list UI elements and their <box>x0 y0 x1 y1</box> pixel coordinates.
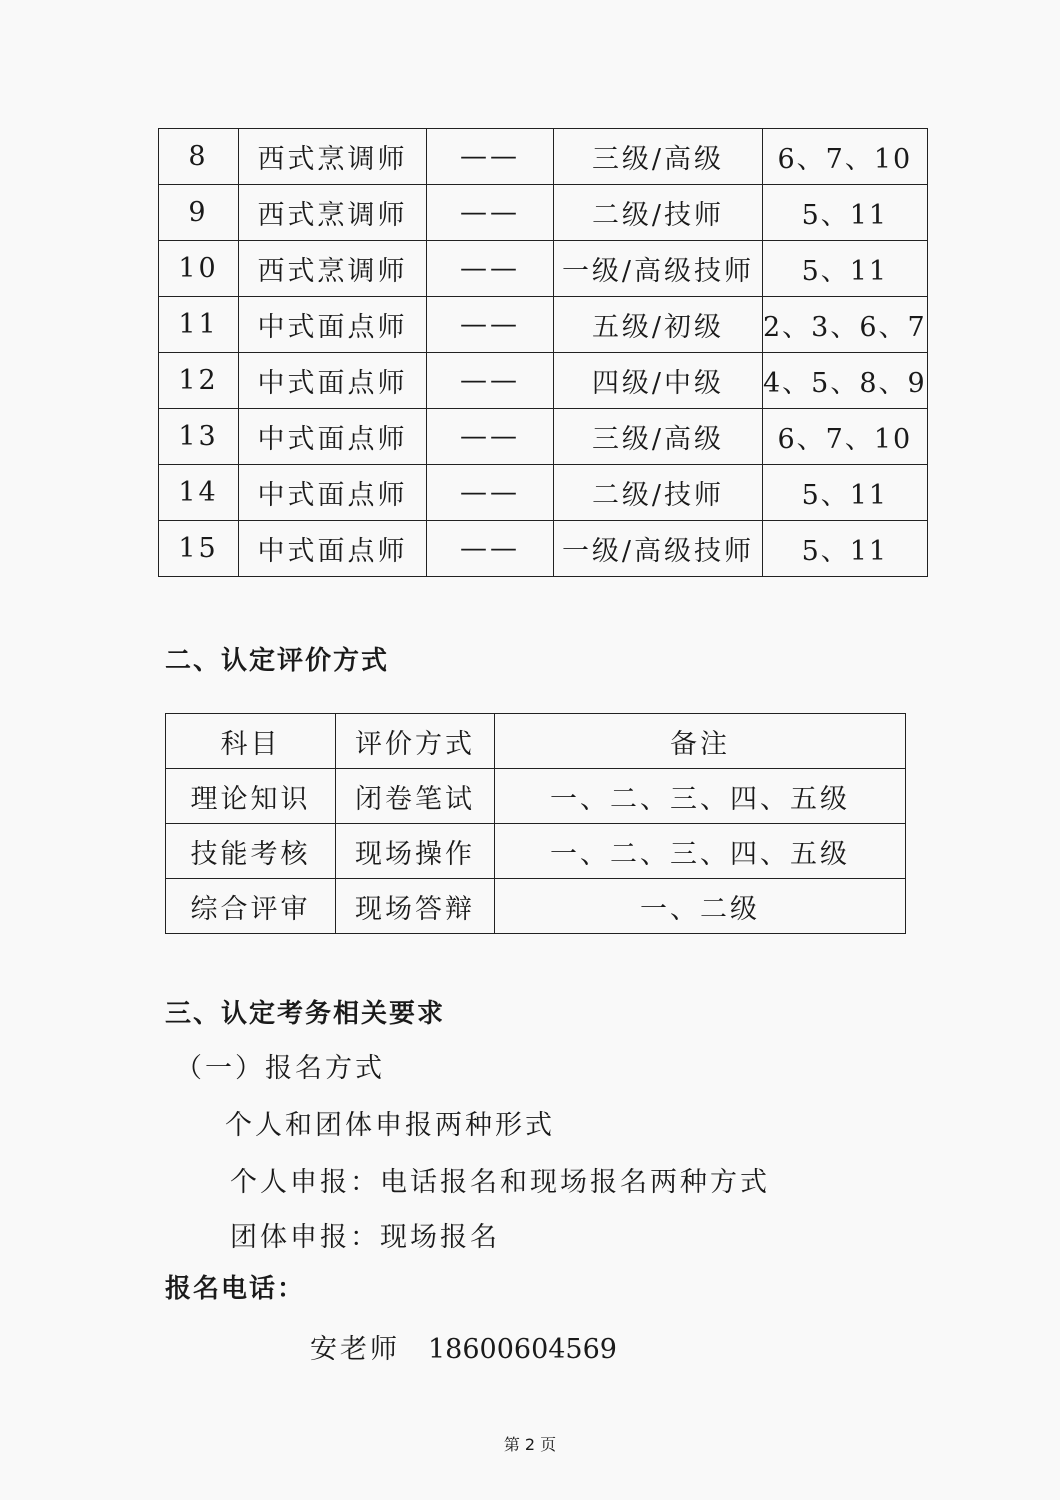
contact-phone: 18600604569 <box>428 1334 617 1365</box>
row-number: 8 <box>159 129 239 185</box>
evaluation-method-table <box>165 713 906 934</box>
table-row <box>166 879 906 934</box>
refs-cell: 5、11 <box>763 521 928 577</box>
subject-cell: 理论知识 <box>166 769 336 824</box>
occupation-name: 西式烹调师 <box>239 129 427 185</box>
dash-cell: —— <box>427 353 554 409</box>
individual-registration-line: 个人申报：电话报名和现场报名两种方式 <box>230 1167 770 1198</box>
table-row <box>159 521 928 577</box>
contact-line <box>310 1327 617 1366</box>
refs-cell: 6、7、10 <box>763 129 928 185</box>
note-cell: 一、二、三、四、五级 <box>495 769 906 824</box>
refs-cell: 5、11 <box>763 185 928 241</box>
table-row <box>159 129 928 185</box>
occupation-name: 中式面点师 <box>239 409 427 465</box>
table-row <box>159 409 928 465</box>
table-header-row <box>166 714 906 769</box>
occupation-name: 中式面点师 <box>239 297 427 353</box>
method-cell: 现场操作 <box>336 824 495 879</box>
occupation-name: 中式面点师 <box>239 465 427 521</box>
level-cell: 三级/高级 <box>554 409 763 465</box>
table-row <box>159 297 928 353</box>
method-cell: 闭卷笔试 <box>336 769 495 824</box>
level-cell: 二级/技师 <box>554 185 763 241</box>
evaluation-method-table-body <box>166 714 906 934</box>
level-cell: 一级/高级技师 <box>554 241 763 297</box>
header-method: 评价方式 <box>336 714 495 769</box>
row-number: 9 <box>159 185 239 241</box>
subject-cell: 综合评审 <box>166 879 336 934</box>
registration-forms-line: 个人和团体申报两种形式 <box>225 1110 555 1141</box>
level-cell: 二级/技师 <box>554 465 763 521</box>
level-cell: 四级/中级 <box>554 353 763 409</box>
occupation-name: 中式面点师 <box>239 353 427 409</box>
dash-cell: —— <box>427 297 554 353</box>
row-number: 11 <box>159 297 239 353</box>
occupation-name: 西式烹调师 <box>239 241 427 297</box>
table-row <box>159 465 928 521</box>
dash-cell: —— <box>427 185 554 241</box>
subject-cell: 技能考核 <box>166 824 336 879</box>
section-heading-evaluation: 二、认定评价方式 <box>165 646 390 676</box>
dash-cell: —— <box>427 129 554 185</box>
level-cell: 三级/高级 <box>554 129 763 185</box>
table-row <box>159 185 928 241</box>
refs-cell: 6、7、10 <box>763 409 928 465</box>
occupation-level-table-body <box>159 129 928 577</box>
header-note: 备注 <box>495 714 906 769</box>
table-row <box>166 824 906 879</box>
table-row <box>159 241 928 297</box>
phone-label: 报名电话： <box>165 1274 306 1304</box>
occupation-name: 西式烹调师 <box>239 185 427 241</box>
page-number: 第 2 页 <box>503 1435 557 1454</box>
refs-cell: 5、11 <box>763 241 928 297</box>
row-number: 15 <box>159 521 239 577</box>
header-subject: 科目 <box>166 714 336 769</box>
note-cell: 一、二、三、四、五级 <box>495 824 906 879</box>
row-number: 13 <box>159 409 239 465</box>
row-number: 14 <box>159 465 239 521</box>
refs-cell: 5、11 <box>763 465 928 521</box>
dash-cell: —— <box>427 521 554 577</box>
method-cell: 现场答辩 <box>336 879 495 934</box>
subsection-registration: （一）报名方式 <box>175 1053 385 1084</box>
section-heading-requirements: 三、认定考务相关要求 <box>165 999 446 1029</box>
refs-cell: 4、5、8、9 <box>763 353 928 409</box>
table-row <box>166 769 906 824</box>
level-cell: 一级/高级技师 <box>554 521 763 577</box>
table-row <box>159 353 928 409</box>
row-number: 10 <box>159 241 239 297</box>
group-registration-line: 团体申报：现场报名 <box>230 1222 500 1253</box>
dash-cell: —— <box>427 241 554 297</box>
level-cell: 五级/初级 <box>554 297 763 353</box>
dash-cell: —— <box>427 465 554 521</box>
occupation-level-table <box>158 128 928 577</box>
note-cell: 一、二级 <box>495 879 906 934</box>
contact-name: 安老师 <box>310 1334 400 1365</box>
refs-cell: 2、3、6、7 <box>763 297 928 353</box>
dash-cell: —— <box>427 409 554 465</box>
occupation-name: 中式面点师 <box>239 521 427 577</box>
row-number: 12 <box>159 353 239 409</box>
